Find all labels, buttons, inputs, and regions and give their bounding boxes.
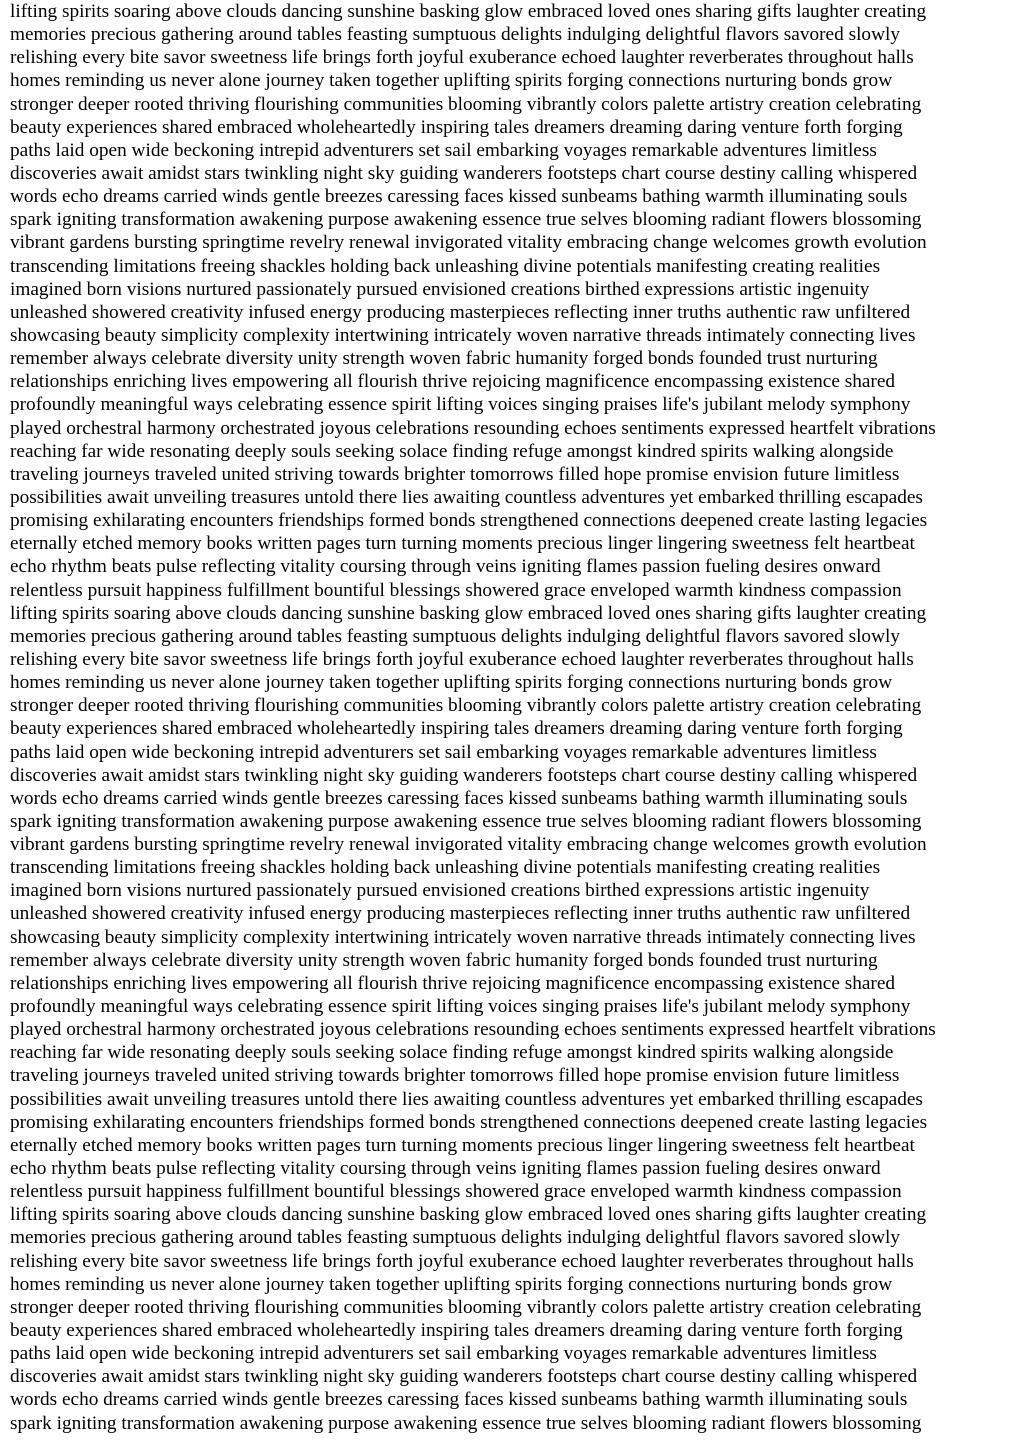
text-line: possibilities await unveiling treasures untold there lies awaiting countless adventures yet embarked thrilling escapades	[10, 1088, 923, 1110]
text-line: stronger deeper rooted thriving flourishing communities blooming vibrantly colors palette artistry creation celebrating	[10, 1296, 922, 1318]
text-line: memories precious gathering around tables feasting sumptuous delights indulging delightful flavors savored slowly	[10, 625, 900, 647]
text-line: discoveries await amidst stars twinkling night sky guiding wanderers footsteps chart course destiny calling whispered	[10, 764, 918, 786]
text-line: traveling journeys traveled united striving towards brighter tomorrows filled hope promise envision future limitless	[10, 1065, 900, 1087]
text-line: lifting spirits soaring above clouds dancing sunshine basking glow embraced loved ones sharing gifts laughter creating	[10, 1204, 927, 1226]
text-line: eternally etched memory books written pages turn turning moments precious linger lingering sweetness felt heartbeat	[10, 533, 915, 555]
text-line: discoveries await amidst stars twinkling night sky guiding wanderers footsteps chart course destiny calling whispered	[10, 162, 918, 184]
text-line: words echo dreams carried winds gentle breezes caressing faces kissed sunbeams bathing warmth illuminating souls	[10, 1389, 908, 1411]
text-line: spark igniting transformation awakening purpose awakening essence true selves blooming radiant flowers blossoming	[10, 209, 922, 231]
text-line: relishing every bite savor sweetness life brings forth joyful exuberance echoed laughter reverberates throughout halls	[10, 47, 914, 69]
text-line: showcasing beauty simplicity complexity intertwining intricately woven narrative threads intimately connecting lives	[10, 926, 916, 948]
text-line: lifting spirits soaring above clouds dancing sunshine basking glow embraced loved ones sharing gifts laughter creating	[10, 602, 927, 624]
text-line: relishing every bite savor sweetness life brings forth joyful exuberance echoed laughter reverberates throughout halls	[10, 648, 914, 670]
text-line: paths laid open wide beckoning intrepid adventurers set sail embarking voyages remarkable adventures limitless	[10, 139, 877, 161]
text-line: relentless pursuit happiness fulfillment bountiful blessings showered grace enveloped warmth kindness compassion	[10, 1181, 902, 1203]
text-line: reaching far wide resonating deeply souls seeking solace finding refuge amongst kindred spirits walking alongside	[10, 1042, 894, 1064]
text-line: echo rhythm beats pulse reflecting vitality coursing through veins igniting flames passion fueling desires onward	[10, 556, 881, 578]
text-line: memories precious gathering around tables feasting sumptuous delights indulging delightful flavors savored slowly	[10, 24, 900, 46]
text-line: promising exhilarating encounters friendships formed bonds strengthened connections deepened create lasting legacies	[10, 1111, 928, 1133]
text-line: relentless pursuit happiness fulfillment bountiful blessings showered grace enveloped warmth kindness compassion	[10, 579, 902, 601]
text-line: beauty experiences shared embraced wholeheartedly inspiring tales dreamers dreaming daring venture forth forging	[10, 718, 903, 740]
text-line: stronger deeper rooted thriving flourishing communities blooming vibrantly colors palette artistry creation celebrating	[10, 695, 922, 717]
text-line: relationships enriching lives empowering all flourish thrive rejoicing magnificence encompassing existence shared	[10, 371, 896, 393]
text-line: traveling journeys traveled united striving towards brighter tomorrows filled hope promise envision future limitless	[10, 463, 900, 485]
text-line: promising exhilarating encounters friendships formed bonds strengthened connections deepened create lasting legacies	[10, 510, 928, 532]
text-line: vibrant gardens bursting springtime revelry renewal invigorated vitality embracing change welcomes growth evolution	[10, 834, 927, 856]
text-line: unleashed showered creativity infused energy producing masterpieces reflecting inner truths authentic raw unfiltered	[10, 903, 911, 925]
text-line: memories precious gathering around tables feasting sumptuous delights indulging delightful flavors savored slowly	[10, 1227, 900, 1249]
text-line: discoveries await amidst stars twinkling night sky guiding wanderers footsteps chart course destiny calling whispered	[10, 1366, 918, 1388]
text-line: profoundly meaningful ways celebrating essence spirit lifting voices singing praises life's jubilant melody symphony	[10, 996, 911, 1018]
text-line: remember always celebrate diversity unity strength woven fabric humanity forged bonds founded trust nurturing	[10, 949, 878, 971]
text-line: spark igniting transformation awakening purpose awakening essence true selves blooming radiant flowers blossoming	[10, 810, 922, 832]
text-line: showcasing beauty simplicity complexity intertwining intricately woven narrative threads intimately connecting lives	[10, 324, 916, 346]
text-line: reaching far wide resonating deeply souls seeking solace finding refuge amongst kindred spirits walking alongside	[10, 440, 894, 462]
text-line: beauty experiences shared embraced wholeheartedly inspiring tales dreamers dreaming daring venture forth forging	[10, 116, 903, 138]
text-line: unleashed showered creativity infused energy producing masterpieces reflecting inner truths authentic raw unfiltered	[10, 301, 911, 323]
text-line: possibilities await unveiling treasures untold there lies awaiting countless adventures yet embarked thrilling escapades	[10, 486, 923, 508]
text-line: spark igniting transformation awakening purpose awakening essence true selves blooming radiant flowers blossoming	[10, 1412, 922, 1434]
text-line: homes reminding us never alone journey taken together uplifting spirits forging connections nurturing bonds grow	[10, 70, 893, 92]
text-line: eternally etched memory books written pages turn turning moments precious linger lingering sweetness felt heartbeat	[10, 1134, 915, 1156]
text-line: imagined born visions nurtured passionately pursued envisioned creations birthed expressions artistic ingenuity	[10, 278, 870, 300]
text-line: relationships enriching lives empowering all flourish thrive rejoicing magnificence encompassing existence shared	[10, 972, 896, 994]
text-line: imagined born visions nurtured passionately pursued envisioned creations birthed expressions artistic ingenuity	[10, 880, 870, 902]
text-line: transcending limitations freeing shackles holding back unleashing divine potentials manifesting creating realities	[10, 255, 881, 277]
text-line: stronger deeper rooted thriving flourishing communities blooming vibrantly colors palette artistry creation celebrating	[10, 93, 922, 115]
text-line: paths laid open wide beckoning intrepid adventurers set sail embarking voyages remarkable adventures limitless	[10, 1343, 877, 1365]
text-line: words echo dreams carried winds gentle breezes caressing faces kissed sunbeams bathing warmth illuminating souls	[10, 787, 908, 809]
text-line: remember always celebrate diversity unity strength woven fabric humanity forged bonds founded trust nurturing	[10, 348, 878, 370]
text-line: homes reminding us never alone journey taken together uplifting spirits forging connections nurturing bonds grow	[10, 1273, 893, 1295]
text-line: relishing every bite savor sweetness life brings forth joyful exuberance echoed laughter reverberates throughout halls	[10, 1250, 914, 1272]
text-line: profoundly meaningful ways celebrating essence spirit lifting voices singing praises life's jubilant melody symphony	[10, 394, 911, 416]
body-text	[10, 0, 1014, 1435]
text-line: transcending limitations freeing shackles holding back unleashing divine potentials manifesting creating realities	[10, 857, 881, 879]
text-line: vibrant gardens bursting springtime revelry renewal invigorated vitality embracing change welcomes growth evolution	[10, 232, 927, 254]
text-line: echo rhythm beats pulse reflecting vitality coursing through veins igniting flames passion fueling desires onward	[10, 1158, 881, 1180]
text-line: paths laid open wide beckoning intrepid adventurers set sail embarking voyages remarkable adventures limitless	[10, 741, 877, 763]
text-line: played orchestral harmony orchestrated joyous celebrations resounding echoes sentiments expressed heartfelt vibrations	[10, 1019, 936, 1041]
text-line: beauty experiences shared embraced wholeheartedly inspiring tales dreamers dreaming daring venture forth forging	[10, 1320, 903, 1342]
text-line: played orchestral harmony orchestrated joyous celebrations resounding echoes sentiments expressed heartfelt vibrations	[10, 417, 936, 439]
text-line: homes reminding us never alone journey taken together uplifting spirits forging connections nurturing bonds grow	[10, 672, 893, 694]
text-line: words echo dreams carried winds gentle breezes caressing faces kissed sunbeams bathing warmth illuminating souls	[10, 186, 908, 208]
text-line: lifting spirits soaring above clouds dancing sunshine basking glow embraced loved ones sharing gifts laughter creating	[10, 1, 927, 22]
